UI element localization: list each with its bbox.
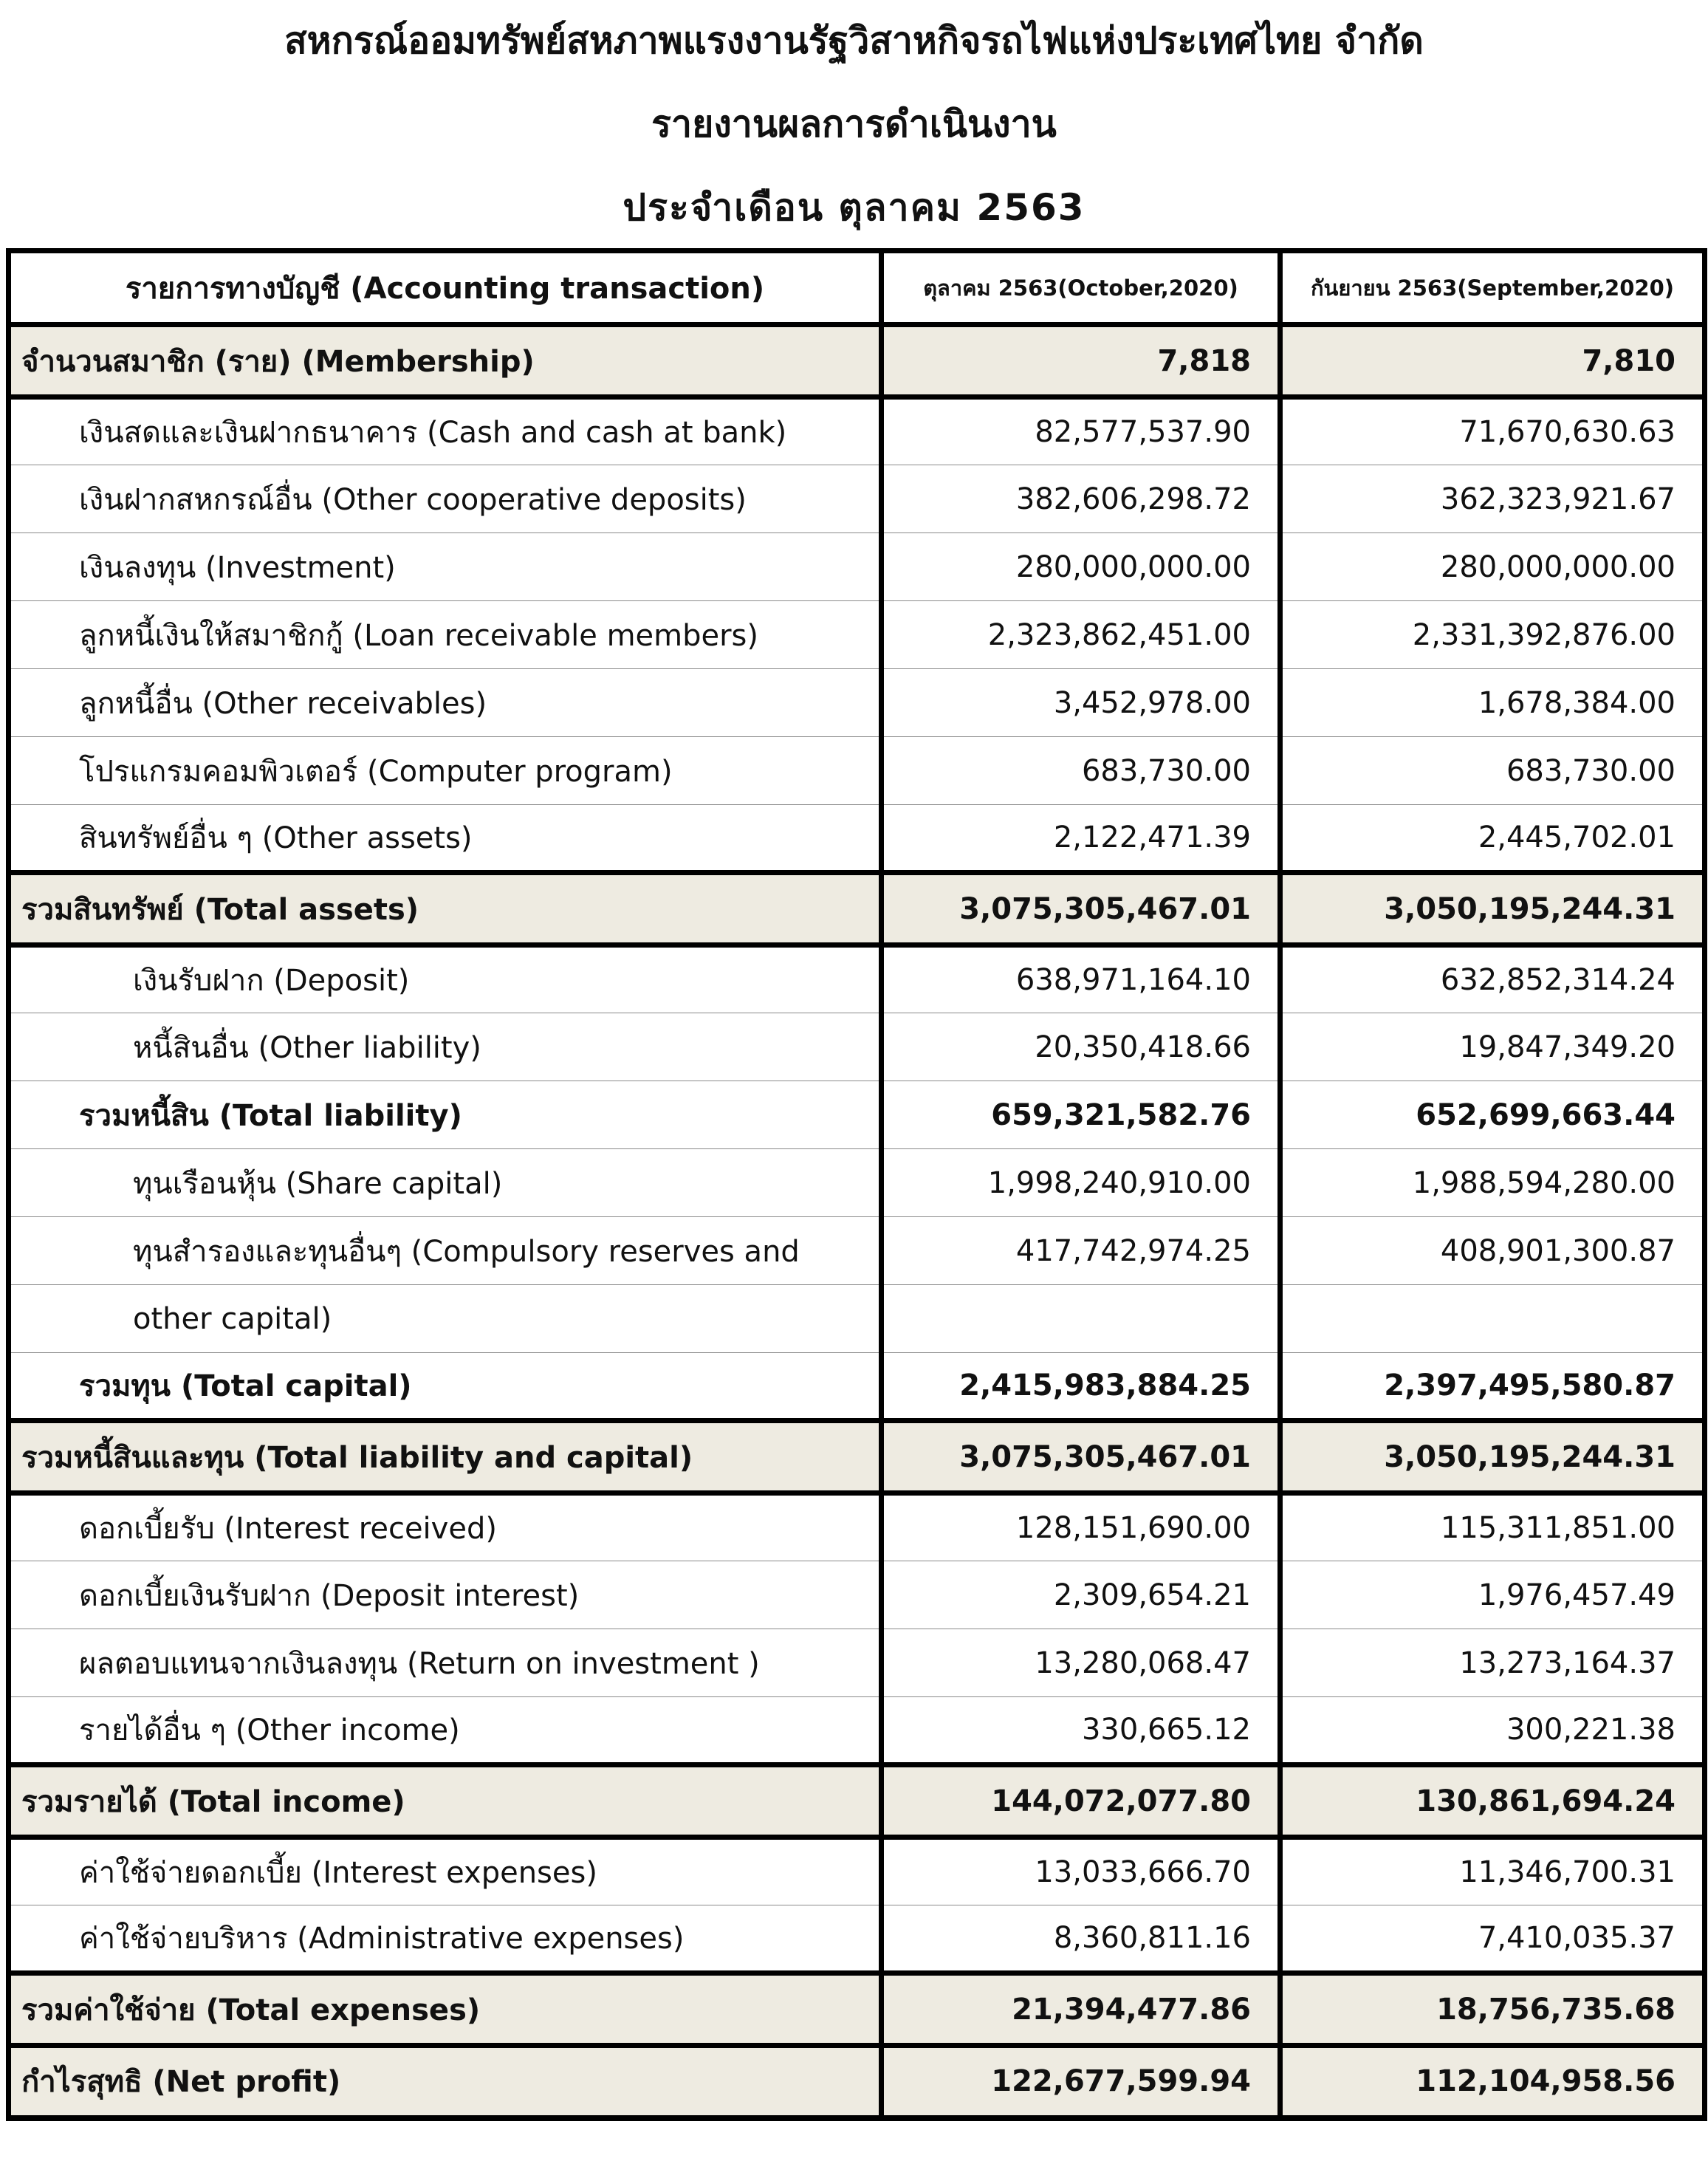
october-value: 3,075,305,467.01 bbox=[882, 873, 1280, 945]
september-value: 7,410,035.37 bbox=[1280, 1905, 1705, 1973]
september-value: 112,104,958.56 bbox=[1280, 2046, 1705, 2118]
table-row bbox=[9, 1285, 1705, 1353]
row-label: เงินสดและเงินฝากธนาคาร (Cash and cash at bank) bbox=[9, 397, 882, 465]
row-label: รวมค่าใช้จ่าย (Total expenses) bbox=[9, 1973, 882, 2046]
september-value: 7,810 bbox=[1280, 325, 1705, 397]
september-value: 2,397,495,580.87 bbox=[1280, 1353, 1705, 1421]
september-value bbox=[1280, 1285, 1705, 1353]
table-row-total-liability bbox=[9, 1081, 1705, 1149]
report-period: ประจำเดือน ตุลาคม 2563 bbox=[623, 186, 1085, 229]
table-row bbox=[9, 1217, 1705, 1285]
row-label: เงินฝากสหกรณ์อื่น (Other cooperative deposits) bbox=[9, 465, 882, 533]
september-value: 2,331,392,876.00 bbox=[1280, 601, 1705, 669]
september-value: 130,861,694.24 bbox=[1280, 1765, 1705, 1838]
october-value: 13,280,068.47 bbox=[882, 1629, 1280, 1697]
row-label: รวมทุน (Total capital) bbox=[9, 1353, 882, 1421]
table-row bbox=[9, 533, 1705, 601]
column-header-september: กันยายน 2563(September,2020) bbox=[1280, 251, 1705, 325]
september-value: 300,221.38 bbox=[1280, 1697, 1705, 1765]
table-row bbox=[9, 1629, 1705, 1697]
september-value: 632,852,314.24 bbox=[1280, 945, 1705, 1013]
september-value: 2,445,702.01 bbox=[1280, 805, 1705, 873]
table-row-membership bbox=[9, 325, 1705, 397]
column-header-october: ตุลาคม 2563(October,2020) bbox=[882, 251, 1280, 325]
october-value: 20,350,418.66 bbox=[882, 1013, 1280, 1081]
october-value: 280,000,000.00 bbox=[882, 533, 1280, 601]
row-label: โปรแกรมคอมพิวเตอร์ (Computer program) bbox=[9, 737, 882, 805]
october-value: 144,072,077.80 bbox=[882, 1765, 1280, 1838]
table-row-total-liability-and-capital bbox=[9, 1421, 1705, 1493]
organization-name: สหกรณ์ออมทรัพย์สหภาพแรงงานรัฐวิสาหกิจรถไฟแห่งประเทศไทย จำกัด bbox=[284, 19, 1424, 62]
october-value: 638,971,164.10 bbox=[882, 945, 1280, 1013]
september-value: 362,323,921.67 bbox=[1280, 465, 1705, 533]
table-row bbox=[9, 1493, 1705, 1561]
table-row bbox=[9, 601, 1705, 669]
table-row bbox=[9, 1013, 1705, 1081]
september-value: 11,346,700.31 bbox=[1280, 1838, 1705, 1905]
october-value: 21,394,477.86 bbox=[882, 1973, 1280, 2046]
table-row bbox=[9, 805, 1705, 873]
row-label: รวมหนี้สินและทุน (Total liability and capital) bbox=[9, 1421, 882, 1493]
table-row bbox=[9, 737, 1705, 805]
october-value: 382,606,298.72 bbox=[882, 465, 1280, 533]
table-row-total-expenses bbox=[9, 1973, 1705, 2046]
october-value: 7,818 bbox=[882, 325, 1280, 397]
table-header-row bbox=[9, 251, 1705, 325]
table-row bbox=[9, 397, 1705, 465]
october-value: 2,122,471.39 bbox=[882, 805, 1280, 873]
table-row bbox=[9, 669, 1705, 737]
october-value: 128,151,690.00 bbox=[882, 1493, 1280, 1561]
september-value: 1,976,457.49 bbox=[1280, 1561, 1705, 1629]
report-title: รายงานผลการดำเนินงาน bbox=[651, 103, 1057, 145]
row-label: ทุนสำรองและทุนอื่นๆ (Compulsory reserves and bbox=[9, 1217, 882, 1285]
october-value: 330,665.12 bbox=[882, 1697, 1280, 1765]
row-label: สินทรัพย์อื่น ๆ (Other assets) bbox=[9, 805, 882, 873]
september-value: 115,311,851.00 bbox=[1280, 1493, 1705, 1561]
row-label: เงินรับฝาก (Deposit) bbox=[9, 945, 882, 1013]
table-row bbox=[9, 1905, 1705, 1973]
table-row-total-assets bbox=[9, 873, 1705, 945]
october-value: 2,415,983,884.25 bbox=[882, 1353, 1280, 1421]
october-value: 1,998,240,910.00 bbox=[882, 1149, 1280, 1217]
october-value: 13,033,666.70 bbox=[882, 1838, 1280, 1905]
row-label: ดอกเบี้ยเงินรับฝาก (Deposit interest) bbox=[9, 1561, 882, 1629]
row-label: รวมหนี้สิน (Total liability) bbox=[9, 1081, 882, 1149]
september-value: 71,670,630.63 bbox=[1280, 397, 1705, 465]
september-value: 408,901,300.87 bbox=[1280, 1217, 1705, 1285]
october-value: 3,075,305,467.01 bbox=[882, 1421, 1280, 1493]
row-label: รวมรายได้ (Total income) bbox=[9, 1765, 882, 1838]
financial-report-table bbox=[6, 248, 1707, 2121]
october-value: 683,730.00 bbox=[882, 737, 1280, 805]
table-row bbox=[9, 1561, 1705, 1629]
row-label: หนี้สินอื่น (Other liability) bbox=[9, 1013, 882, 1081]
row-label: other capital) bbox=[9, 1285, 882, 1353]
table-row bbox=[9, 945, 1705, 1013]
row-label: ทุนเรือนหุ้น (Share capital) bbox=[9, 1149, 882, 1217]
row-label: ลูกหนี้อื่น (Other receivables) bbox=[9, 669, 882, 737]
october-value: 8,360,811.16 bbox=[882, 1905, 1280, 1973]
september-value: 18,756,735.68 bbox=[1280, 1973, 1705, 2046]
row-label: กำไรสุทธิ (Net profit) bbox=[9, 2046, 882, 2118]
september-value: 1,678,384.00 bbox=[1280, 669, 1705, 737]
table-row bbox=[9, 1838, 1705, 1905]
table-row bbox=[9, 1697, 1705, 1765]
column-header-transaction: รายการทางบัญชี (Accounting transaction) bbox=[9, 251, 882, 325]
table-row-total-income bbox=[9, 1765, 1705, 1838]
october-value: 3,452,978.00 bbox=[882, 669, 1280, 737]
september-value: 683,730.00 bbox=[1280, 737, 1705, 805]
table-row bbox=[9, 1149, 1705, 1217]
october-value: 417,742,974.25 bbox=[882, 1217, 1280, 1285]
table-row-total-capital bbox=[9, 1353, 1705, 1421]
september-value: 280,000,000.00 bbox=[1280, 533, 1705, 601]
october-value: 2,309,654.21 bbox=[882, 1561, 1280, 1629]
october-value: 659,321,582.76 bbox=[882, 1081, 1280, 1149]
row-label: ดอกเบี้ยรับ (Interest received) bbox=[9, 1493, 882, 1561]
september-value: 3,050,195,244.31 bbox=[1280, 873, 1705, 945]
october-value: 82,577,537.90 bbox=[882, 397, 1280, 465]
row-label: รายได้อื่น ๆ (Other income) bbox=[9, 1697, 882, 1765]
row-label: จำนวนสมาชิก (ราย) (Membership) bbox=[9, 325, 882, 397]
october-value: 2,323,862,451.00 bbox=[882, 601, 1280, 669]
row-label: ค่าใช้จ่ายบริหาร (Administrative expenses) bbox=[9, 1905, 882, 1973]
september-value: 19,847,349.20 bbox=[1280, 1013, 1705, 1081]
row-label: ลูกหนี้เงินให้สมาชิกกู้ (Loan receivable members) bbox=[9, 601, 882, 669]
september-value: 652,699,663.44 bbox=[1280, 1081, 1705, 1149]
table-row-net-profit bbox=[9, 2046, 1705, 2118]
october-value bbox=[882, 1285, 1280, 1353]
report-header bbox=[0, 0, 1708, 244]
september-value: 13,273,164.37 bbox=[1280, 1629, 1705, 1697]
table-row bbox=[9, 465, 1705, 533]
october-value: 122,677,599.94 bbox=[882, 2046, 1280, 2118]
september-value: 1,988,594,280.00 bbox=[1280, 1149, 1705, 1217]
row-label: ค่าใช้จ่ายดอกเบี้ย (Interest expenses) bbox=[9, 1838, 882, 1905]
row-label: รวมสินทรัพย์ (Total assets) bbox=[9, 873, 882, 945]
row-label: ผลตอบแทนจากเงินลงทุน (Return on investment ) bbox=[9, 1629, 882, 1697]
row-label: เงินลงทุน (Investment) bbox=[9, 533, 882, 601]
september-value: 3,050,195,244.31 bbox=[1280, 1421, 1705, 1493]
